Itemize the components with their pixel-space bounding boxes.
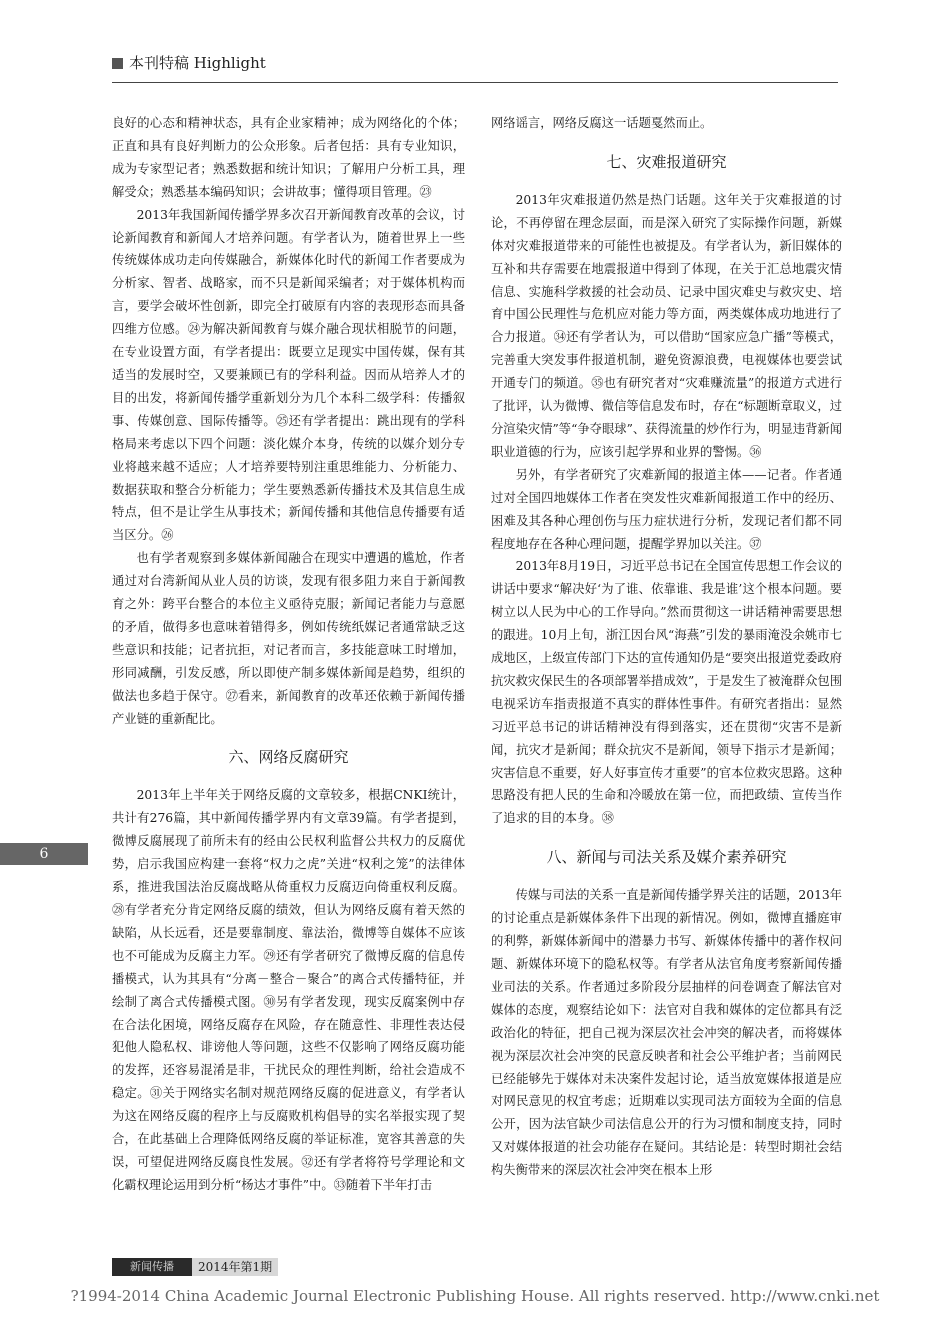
paragraph: 2013年8月19日，习近平总书记在全国宣传思想工作会议的讲话中要求“解决好‘为了谁、依靠谁、我是谁’这个根本问题。要树立以人民为中心的工作导向。”然而贯彻这一讲话精神需要思想的跟进。10月上旬，浙江因台风“海燕”引发的暴雨淹没余姚市七成地区，上级宣传部门下达的宣传通知仍是“要突出报道党委政府抗灾救灾保民生的各项部署举措成效”，于是发生了被淹群众包围电视采访车指责报道不真实的群体性事件。有研究者指出：显然习近平总书记的讲话精神没有得到落实，还在贯彻“灾害不是新闻，抗灾才是新闻；群众抗灾不是新闻，领导下指示才是新闻；灾害信息不重要，好人好事宣传才重要”的官本位救灾思路。这种思路没有把人民的生命和冷暖放在第一位，而把政绩、宣传当作了追求的目的本身。㊳ — [491, 559, 842, 826]
copyright-notice: ?1994-2014 China Academic Journal Electronic Publishing House. All rights reserved. http://www.cnki.net — [70, 1287, 880, 1305]
paragraph: 传媒与司法的关系一直是新闻传播学界关注的话题，2013年的讨论重点是新媒体条件下出现的新情况。例如，微博直播庭审的利弊，新媒体新闻中的潜暴力书写、新媒体传播中的著作权问题、新媒体环境下的隐私权等。有学者从法官角度考察新闻传播业司法的关系。作者通过多阶段分层抽样的问卷调查了解法官对媒体的态度，观察结论如下：法官对自我和媒体的定位都具有泛政治化的特征，把自己视为深层次社会冲突的解决者，而将媒体视为深层次社会冲突的民意反映者和社会公平维护者；当前网民已经能够先于媒体对未决案件发起讨论，适当放宽媒体报道是应对网民意见的权宜考虑；近期难以实现司法方面较为全面的信息公开，因为法官缺少司法信息公开的行为习惯和制度支持，同时又对媒体报道的社会功能存在疑问。其结论是：转型时期社会结构失衡带来的深层次社会冲突在根本上形 — [491, 888, 843, 1178]
section-heading: 八、新闻与司法关系及媒介素养研究 — [546, 848, 787, 867]
section-heading: 六、网络反腐研究 — [228, 748, 349, 767]
section-title: 本刊特稿 Highlight — [129, 54, 266, 72]
section-heading: 七、灾难报道研究 — [606, 152, 727, 171]
paragraph: 另外，有学者研究了灾难新闻的报道主体——记者。作者通过对全国四地媒体工作者在突发性灾难新闻报道工作中的经历、困难及其各种心理创伤与压力症状进行分析，发现记者们都不同程度地存在各种心理问题，提醒学界加以关注。㊲ — [491, 467, 842, 551]
paragraph: 2013年上半年关于网络反腐的文章较多，根据CNKI统计，共计有276篇，其中新闻传播学界内有文章39篇。有学者提到，微博反腐展现了前所未有的经由公民权利监督公共权力的反腐优势，启示我国应构建一套将“权力之虎”关进“权利之笼”的法律体系，推进我国法治反腐战略从倚重权力反腐迈向倚重权利反腐。㉘有学者充分肯定网络反腐的绩效，但认为网络反腐有着天然的缺陷，从长远看，还是要靠制度、靠法治，微博等自媒体不应该也不可能成为反腐主力军。㉙还有学者研究了微博反腐的信息传播模式，认为其具有“分离－整合－聚合”的离合式传播特征，并绘制了离合式传播模式图。㉚另有学者发现，现实反腐案例中存在合法化困境，网络反腐存在风险，存在随意性、非理性表达侵犯他人隐私权、诽谤他人等问题，这些不仅影响了网络反腐功能的发挥，还容易混淆是非，干扰民众的理性判断，给社会造成不稳定。㉛关于网络实名制对规范网络反腐的促进意义，有学者认为这在网络反腐的程序上与反腐败机构倡导的实名举报实现了契合，在此基础上合理降低网络反腐的举证标准，宽容其善意的失误，可望促进网络反腐良性发展。㉜还有学者将符号学理论和文化霸权理论运用到分析“杨达才事件”中。㉝随着下半年打击 — [112, 788, 465, 1192]
paragraph: 网络谣言，网络反腐这一话题戛然而止。 — [491, 116, 713, 130]
issue-label: 2014年第1期 — [192, 1258, 278, 1276]
right-column — [491, 112, 842, 1182]
page-number: 6 — [0, 843, 88, 865]
header-divider — [112, 82, 838, 83]
paragraph: 也有学者观察到多媒体新闻融合在现实中遭遇的尴尬，作者通过对台湾新闻从业人员的访谈，发现有很多阻力来自于新闻教育之外：跨平台整合的本位主义亟待克服；新闻记者能力与意愿的矛盾，做得多也意味着错得多，例如传统纸媒记者通常缺乏这些意识和技能；记者抗拒，对记者而言，多技能意味工时增加，形同减酬，引发反感，所以即使产制多媒体新闻是趋势，组织的做法也多趋于保守。㉗看来，新闻教育的改革还依赖于新闻传播产业链的重新配比。 — [112, 551, 465, 726]
paragraph: 2013年我国新闻传播学界多次召开新闻教育改革的会议，讨论新闻教育和新闻人才培养问题。有学者认为，随着世界上一些传统媒体成功走向传媒融合，新媒体化时代的新闻工作者要成为分析家、智者、战略家，而不只是新闻采编者；对于媒体机构而言，要学会破坏性创新，即完全打破原有内容的表现形态而具备四维方位感。㉔为解决新闻教育与媒介融合现状相脱节的问题，在专业设置方面，有学者提出：既要立足现实中国传媒，保有其适当的发展时空，又要兼顾已有的学科利益。因而从培养人才的目的出发，将新闻传播学重新划分为几个本科二级学科：传播叙事、传媒创意、国际传播等。㉕还有学者提出：跳出现有的学科格局来考虑以下四个问题：淡化媒介本身，传统的以媒介划分专业将越来越不适应；人才培养要特别注重思维能力、分析能力、数据获取和整合分析能力；学生要熟悉新传播技术及其信息生成特点，但不是让学生从事技术；新闻传播和其他信息传播要有适当区分。㉖ — [112, 207, 465, 543]
footer-journal-mark — [112, 1258, 278, 1276]
section-header — [112, 52, 266, 73]
square-bullet-icon — [112, 58, 123, 69]
paragraph: 2013年灾难报道仍然是热门话题。这年关于灾难报道的讨论，不再停留在理念层面，而是深入研究了实际操作问题，新媒体对灾难报道带来的可能性也被提及。有学者认为，新旧媒体的互补和共存需要在地震报道中得到了体现，在关于汇总地震灾情信息、实施科学救援的社会动员、记录中国灾难史与救灾史、培育中国公民理性与危机应对能力等方面，两类媒体成功地进行了合力报道。㉞还有学者认为，可以借助“国家应急广播”等模式，完善重大突发事件报道机制，避免资源浪费，电视媒体也要尝试开通专门的频道。㉟也有研究者对“灾难赚流量”的报道方式进行了批评，认为微博、微信等信息发布时，存在“标题断章取义，过分渲染灾情”等“争夺眼球”、获得流量的炒作行为，明显违背新闻职业道德的行为，应该引起学界和业界的警惕。㊱ — [491, 192, 842, 459]
left-column — [112, 112, 465, 1197]
journal-logo: 新闻传播 — [112, 1258, 192, 1276]
paragraph: 良好的心态和精神状态，具有企业家精神；成为网络化的个体；正直和具有良好判断力的公众形象。后者包括：具有专业知识，成为专家型记者；熟悉数据和统计知识；了解用户分析工具，理解受众；熟悉基本编码知识；会讲故事；懂得项目管理。㉓ — [112, 116, 465, 199]
